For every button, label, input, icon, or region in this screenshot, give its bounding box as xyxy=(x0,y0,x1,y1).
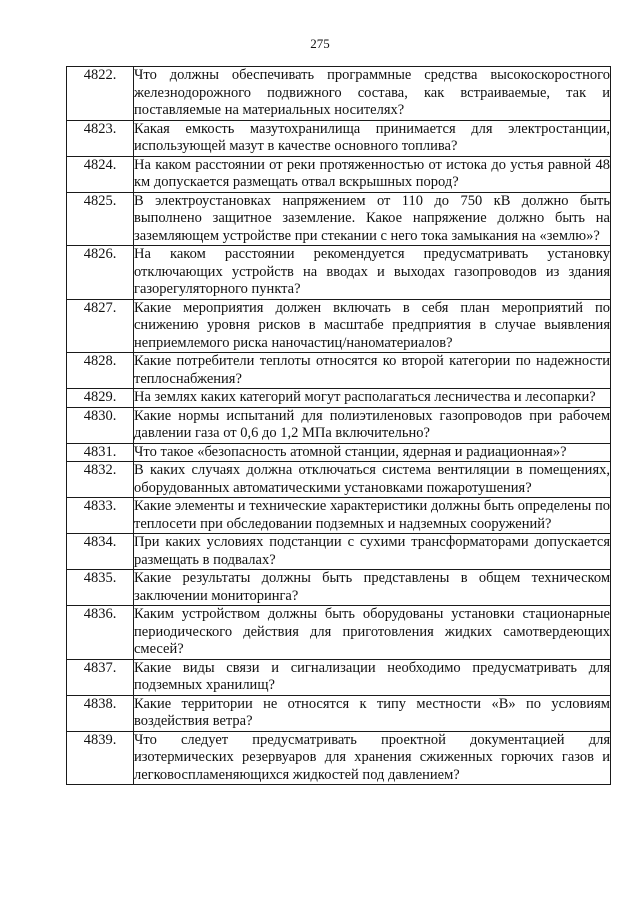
question-number: 4837. xyxy=(67,659,134,695)
question-number: 4827. xyxy=(67,299,134,353)
question-text: На каком расстоянии от реки протяженностью от истока до устья равной 48 км допускается размещать отвал вскрышных пород? xyxy=(134,156,610,190)
question-text: Что такое «безопасность атомной станции, ядерная и радиационная»? xyxy=(134,443,611,462)
question-number: 4823. xyxy=(67,120,134,156)
question-text: Какие виды связи и сигнализации необходимо предусматривать для подземных хранилищ? xyxy=(134,659,610,693)
question-text: Что должны обеспечивать программные средства высокоскоростного железнодорожного подвижного состава, как встраиваемые, так и поставляемые на материальных носителях? xyxy=(134,67,610,118)
table-row xyxy=(67,246,611,300)
question-number: 4834. xyxy=(67,534,134,570)
table-row xyxy=(67,67,611,121)
table-row xyxy=(67,659,611,695)
table-row xyxy=(67,353,611,389)
question-text: Какие потребители теплоты относятся ко второй категории по надежности теплоснабжения? xyxy=(134,353,610,387)
questions-table-body xyxy=(67,67,611,785)
table-row xyxy=(67,462,611,498)
question-text: Какие территории не относятся к типу местности «В» по условиям воздействия ветра? xyxy=(134,695,610,729)
question-number: 4836. xyxy=(67,606,134,660)
table-row xyxy=(67,156,611,192)
question-text: Какие мероприятия должен включать в себя план мероприятий по снижению уровня рисков в масштабе предприятия в случае выявления неприемлемого риска наночастиц/наноматериалов? xyxy=(134,299,610,351)
question-number: 4824. xyxy=(67,156,134,192)
table-row xyxy=(67,731,611,785)
table-row xyxy=(67,120,611,156)
question-text: Какие результаты должны быть представлены в общем техническом заключении мониторинга? xyxy=(134,570,610,604)
question-number: 4835. xyxy=(67,570,134,606)
table-row xyxy=(67,407,611,443)
question-text: Какие нормы испытаний для полиэтиленовых газопроводов при рабочем давлении газа от 0,6 до 1,2 МПа включительно? xyxy=(134,407,610,441)
question-text: На землях каких категорий могут располагаться лесничества и лесопарки? xyxy=(134,389,611,408)
table-row xyxy=(67,498,611,534)
questions-table xyxy=(66,66,611,785)
question-text: На каком расстоянии рекомендуется предусматривать установку отключающих устройств на вводах и выходах газопроводов из здания газорегуляторного пункта? xyxy=(134,246,610,297)
table-row xyxy=(67,389,611,408)
table-row xyxy=(67,534,611,570)
question-number: 4832. xyxy=(67,462,134,498)
question-text: В каких случаях должна отключаться система вентиляции в помещениях, оборудованных автоматическими установками пожаротушения? xyxy=(134,462,610,496)
question-number: 4828. xyxy=(67,353,134,389)
question-number: 4839. xyxy=(67,731,134,785)
question-number: 4825. xyxy=(67,192,134,246)
page-number: 275 xyxy=(310,36,330,51)
table-row xyxy=(67,695,611,731)
question-number: 4833. xyxy=(67,498,134,534)
question-text: Какая емкость мазутохранилища принимается для электростанции, использующей мазут в качестве основного топлива? xyxy=(134,120,610,154)
question-text: В электроустановках напряжением от 110 до 750 кВ должно быть выполнено защитное заземление. Какое напряжение должно быть на заземляющем устройстве при стекании с него тока замыкания на «землю»? xyxy=(134,192,610,244)
question-number: 4838. xyxy=(67,695,134,731)
table-row xyxy=(67,192,611,246)
table-row xyxy=(67,606,611,660)
table-row xyxy=(67,570,611,606)
table-row xyxy=(67,299,611,353)
question-number: 4822. xyxy=(67,67,134,121)
question-text: Каким устройством должны быть оборудованы установки стационарные периодического действия для приготовления жидких самотвердеющих смесей? xyxy=(134,606,610,657)
question-text: При каких условиях подстанции с сухими трансформаторами допускается размещать в подвалах? xyxy=(134,534,610,568)
question-text: Какие элементы и технические характеристики должны быть определены по теплосети при обследовании подземных и надземных сооружений? xyxy=(134,498,610,532)
question-number: 4830. xyxy=(67,407,134,443)
table-row xyxy=(67,443,611,462)
question-text: Что следует предусматривать проектной документацией для изотермических резервуаров для хранения сжиженных горючих газов и легковоспламеняющихся жидкостей под давлением? xyxy=(134,731,610,783)
question-number: 4829. xyxy=(67,389,134,408)
question-number: 4831. xyxy=(67,443,134,462)
question-number: 4826. xyxy=(67,246,134,300)
